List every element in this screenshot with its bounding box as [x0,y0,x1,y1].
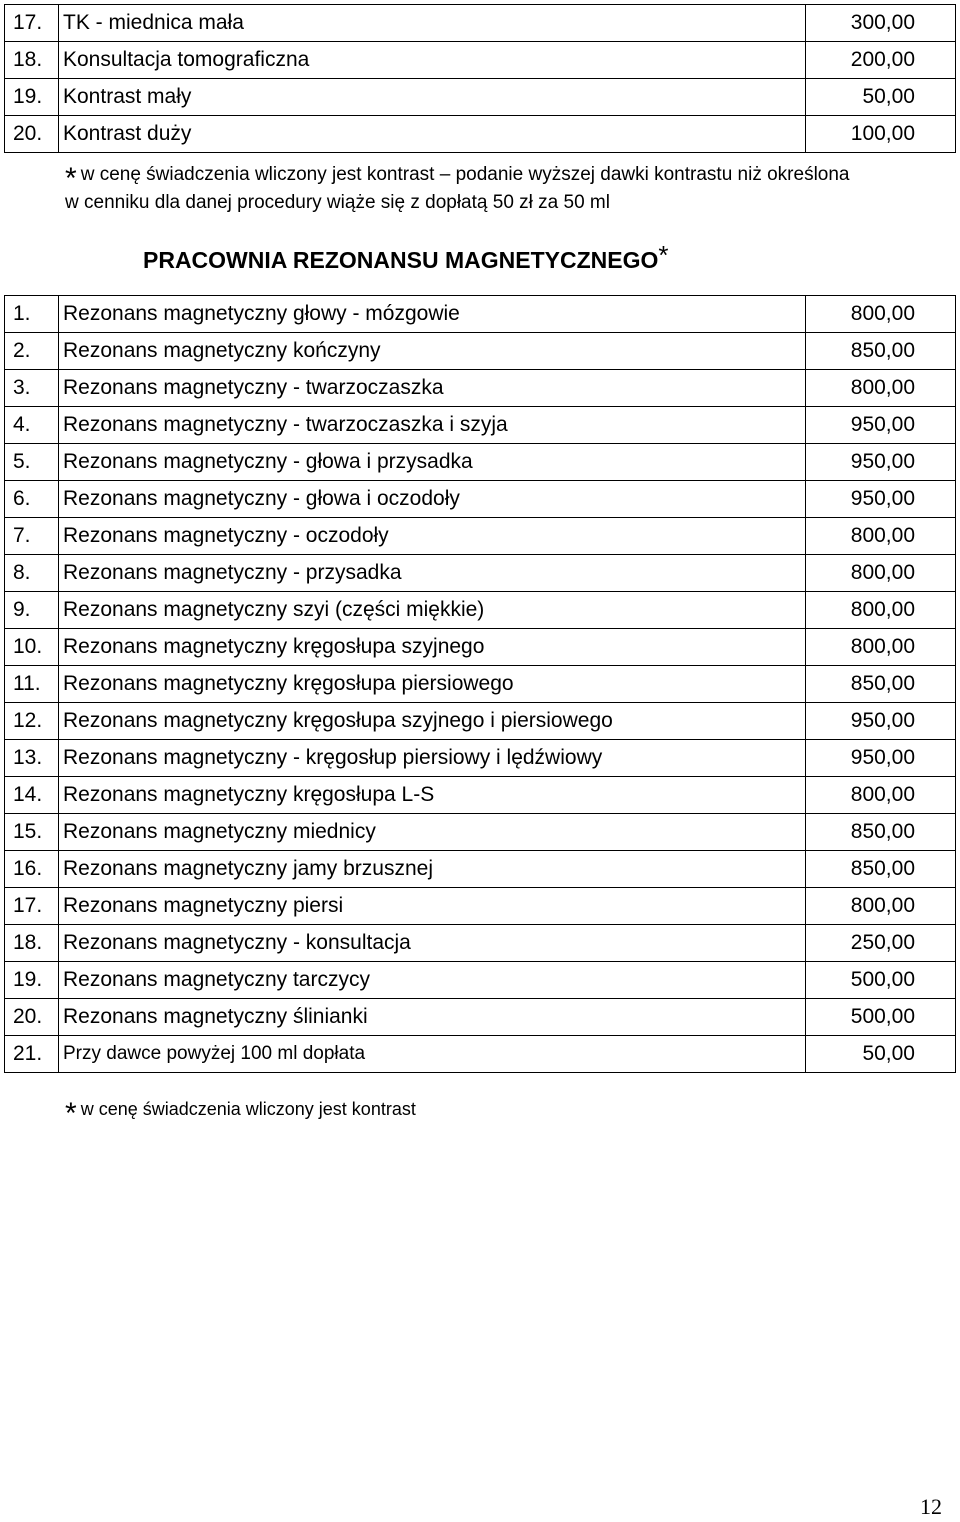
service-name: Kontrast duży [59,116,806,153]
service-name: Rezonans magnetyczny jamy brzusznej [59,851,806,888]
row-number: 3. [5,370,59,407]
row-number: 15. [5,814,59,851]
note-text: w cenę świadczenia wliczony jest kontrast [80,1099,416,1119]
table-row [5,555,956,592]
service-name: Rezonans magnetyczny - oczodoły [59,518,806,555]
service-name: Rezonans magnetyczny kręgosłupa L-S [59,777,806,814]
table-row [5,666,956,703]
table-row [5,925,956,962]
price-value: 300,00 [806,5,956,42]
service-name: Przy dawce powyżej 100 ml dopłata [59,1036,806,1073]
service-name: Rezonans magnetyczny - przysadka [59,555,806,592]
row-number: 17. [5,888,59,925]
page-number: 12 [920,1494,942,1519]
price-value: 850,00 [806,666,956,703]
table-row [5,518,956,555]
price-value: 800,00 [806,555,956,592]
table-row [5,407,956,444]
price-value: 800,00 [806,370,956,407]
table-row [5,116,956,153]
service-name: Rezonans magnetyczny - konsultacja [59,925,806,962]
price-value: 800,00 [806,296,956,333]
row-number: 18. [5,925,59,962]
row-number: 11. [5,666,59,703]
note-text: w cenę świadczenia wliczony jest kontrast – podanie wyższej dawki kontrastu niż określona [80,164,850,185]
table-row [5,444,956,481]
service-name: Rezonans magnetyczny kończyny [59,333,806,370]
section-heading [143,240,669,274]
row-number: 21. [5,1036,59,1073]
table-row [5,999,956,1036]
service-name: Rezonans magnetyczny - twarzoczaszka [59,370,806,407]
service-name: Rezonans magnetyczny - głowa i przysadka [59,444,806,481]
service-name: TK - miednica mała [59,5,806,42]
row-number: 18. [5,42,59,79]
price-value: 200,00 [806,42,956,79]
table-row [5,629,956,666]
price-value: 800,00 [806,888,956,925]
contrast-note-line-1 [65,162,850,195]
service-name: Konsultacja tomograficzna [59,42,806,79]
service-name: Rezonans magnetyczny - kręgosłup piersiowy i lędźwiowy [59,740,806,777]
price-value: 50,00 [806,79,956,116]
table-row [5,1036,956,1073]
row-number: 12. [5,703,59,740]
service-name: Rezonans magnetyczny głowy - mózgowie [59,296,806,333]
contrast-included-note [65,1096,416,1130]
table-row [5,42,956,79]
service-name: Rezonans magnetyczny piersi [59,888,806,925]
row-number: 19. [5,962,59,999]
table-row [5,962,956,999]
table-row [5,888,956,925]
price-value: 800,00 [806,777,956,814]
asterisk: * [658,240,669,270]
price-value: 950,00 [806,481,956,518]
table-row [5,740,956,777]
table-row [5,814,956,851]
price-value: 800,00 [806,629,956,666]
price-table-ct [4,4,956,153]
row-number: 4. [5,407,59,444]
row-number: 5. [5,444,59,481]
contrast-note-line-2: w cenniku dla danej procedury wiąże się z dopłatą 50 zł za 50 ml [65,192,610,213]
table-row [5,592,956,629]
service-name: Rezonans magnetyczny - głowa i oczodoły [59,481,806,518]
table-row [5,703,956,740]
price-value: 800,00 [806,592,956,629]
price-value: 800,00 [806,518,956,555]
price-value: 250,00 [806,925,956,962]
table-row [5,370,956,407]
row-number: 17. [5,5,59,42]
row-number: 8. [5,555,59,592]
price-value: 950,00 [806,740,956,777]
service-name: Rezonans magnetyczny - twarzoczaszka i szyja [59,407,806,444]
price-value: 850,00 [806,814,956,851]
price-value: 850,00 [806,851,956,888]
row-number: 9. [5,592,59,629]
price-value: 950,00 [806,703,956,740]
price-value: 850,00 [806,333,956,370]
price-value: 50,00 [806,1036,956,1073]
table-row [5,5,956,42]
row-number: 16. [5,851,59,888]
service-name: Rezonans magnetyczny kręgosłupa piersiowego [59,666,806,703]
row-number: 7. [5,518,59,555]
service-name: Rezonans magnetyczny kręgosłupa szyjnego [59,629,806,666]
table-row [5,296,956,333]
price-value: 950,00 [806,444,956,481]
price-value: 500,00 [806,999,956,1036]
table-row [5,481,956,518]
row-number: 20. [5,116,59,153]
table-row [5,79,956,116]
section-heading-text: PRACOWNIA REZONANSU MAGNETYCZNEGO [143,247,659,273]
service-name: Rezonans magnetyczny ślinianki [59,999,806,1036]
price-value: 500,00 [806,962,956,999]
service-name: Rezonans magnetyczny miednicy [59,814,806,851]
price-value: 950,00 [806,407,956,444]
asterisk: * [65,162,77,195]
contrast-note [65,162,850,216]
table-row [5,851,956,888]
service-name: Kontrast mały [59,79,806,116]
row-number: 19. [5,79,59,116]
asterisk: * [65,1097,77,1130]
service-name: Rezonans magnetyczny tarczycy [59,962,806,999]
row-number: 20. [5,999,59,1036]
row-number: 14. [5,777,59,814]
row-number: 6. [5,481,59,518]
service-name: Rezonans magnetyczny szyi (części miękkie) [59,592,806,629]
service-name: Rezonans magnetyczny kręgosłupa szyjnego i piersiowego [59,703,806,740]
price-value: 100,00 [806,116,956,153]
row-number: 10. [5,629,59,666]
row-number: 13. [5,740,59,777]
row-number: 1. [5,296,59,333]
price-table-mri [4,295,956,1073]
table-row [5,333,956,370]
table-row [5,777,956,814]
row-number: 2. [5,333,59,370]
